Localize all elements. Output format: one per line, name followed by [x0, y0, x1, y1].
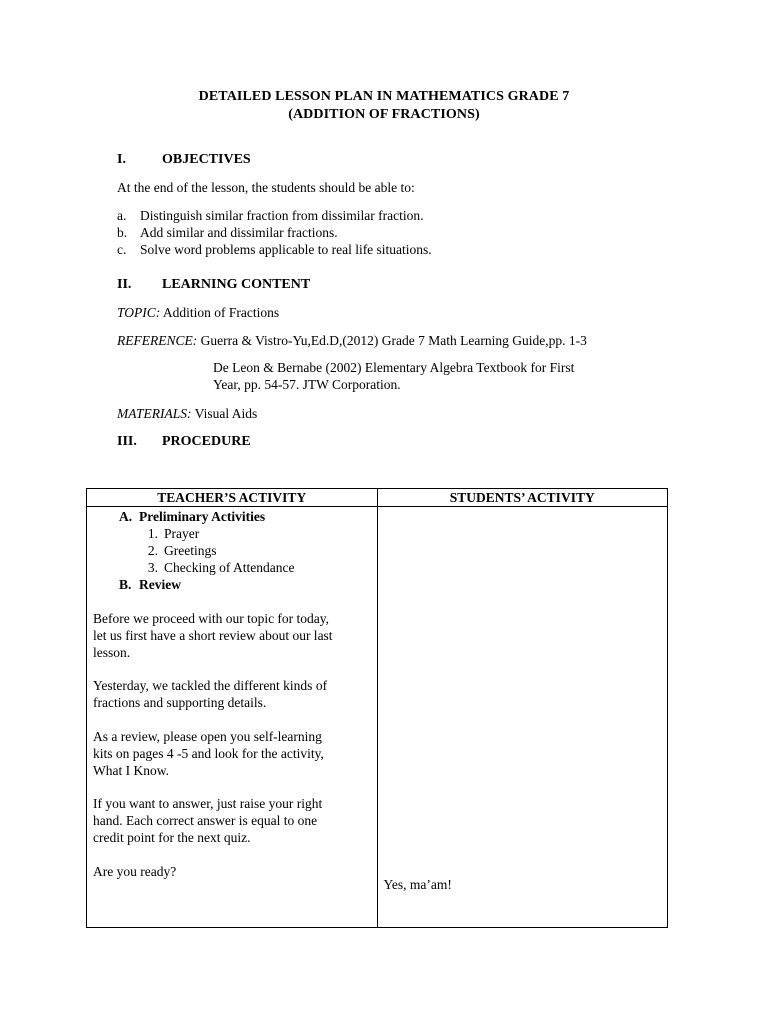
list-item: 2. Greetings	[147, 543, 217, 558]
objectives-intro: At the end of the lesson, the students should be able to:	[117, 180, 415, 195]
topic-label: TOPIC:	[117, 305, 161, 320]
content-number: II.	[117, 277, 132, 292]
review-paragraph-5: Are you ready?	[93, 863, 177, 879]
reference-label: REFERENCE:	[117, 333, 198, 348]
materials-label: MATERIALS:	[117, 406, 192, 421]
review-paragraph-3: As a review, please open you self-learning kits on pages 4 -5 and look for the activity, What I Know.	[93, 728, 324, 778]
document-title-line1: DETAILED LESSON PLAN IN MATHEMATICS GRADE 7	[198, 89, 570, 104]
content-heading: LEARNING CONTENT	[162, 277, 311, 292]
procedure-heading: PROCEDURE	[162, 434, 251, 449]
list-item: 3. Checking of Attendance	[147, 560, 295, 575]
students-activity-header: STUDENTS’ ACTIVITY	[377, 489, 668, 507]
student-answer: Yes, ma’am!	[383, 877, 452, 892]
objectives-number: I.	[117, 152, 126, 167]
students-activity-cell	[377, 507, 668, 928]
topic-value: Addition of Fractions	[162, 305, 280, 320]
procedure-table	[86, 488, 668, 928]
review-paragraph-4: If you want to answer, just raise your right hand. Each correct answer is equal to one credit point for the next quiz.	[93, 796, 323, 845]
reference2-line2: Year, pp. 54-57. JTW Corporation.	[213, 377, 401, 392]
materials-line	[117, 406, 257, 422]
objective-text-b: Add similar and dissimilar fractions.	[140, 225, 338, 240]
review-paragraph-2: Yesterday, we tackled the different kinds of fractions and supporting details.	[93, 678, 328, 711]
reference-line	[117, 333, 587, 349]
topic-line	[117, 305, 279, 321]
objective-letter-b: b.	[117, 225, 128, 240]
objective-letter-c: c.	[117, 242, 127, 257]
section-b-heading: B. Review	[119, 577, 181, 592]
section-a-heading: A. Preliminary Activities	[119, 509, 266, 524]
objectives-heading: OBJECTIVES	[162, 152, 251, 167]
teacher-activity-header: TEACHER’S ACTIVITY	[87, 489, 378, 507]
objective-letter-a: a.	[117, 208, 127, 223]
reference-value: Guerra & Vistro-Yu,Ed.D,(2012) Grade 7 Math Learning Guide,pp. 1-3	[200, 333, 587, 348]
list-item: 1. Prayer	[147, 526, 200, 541]
objective-text-c: Solve word problems applicable to real life situations.	[140, 242, 432, 257]
document-title-line2: (ADDITION OF FRACTIONS)	[288, 107, 480, 122]
objective-text-a: Distinguish similar fraction from dissimilar fraction.	[140, 208, 424, 223]
procedure-number: III.	[117, 434, 137, 449]
table-header-row	[87, 489, 668, 507]
teacher-activity-cell	[87, 507, 378, 928]
reference2-line1: De Leon & Bernabe (2002) Elementary Algebra Textbook for First	[213, 360, 575, 375]
review-paragraph-1: Before we proceed with our topic for today, let us first have a short review about our last lesson.	[93, 611, 333, 660]
materials-value: Visual Aids	[194, 406, 258, 421]
table-row	[87, 507, 668, 928]
